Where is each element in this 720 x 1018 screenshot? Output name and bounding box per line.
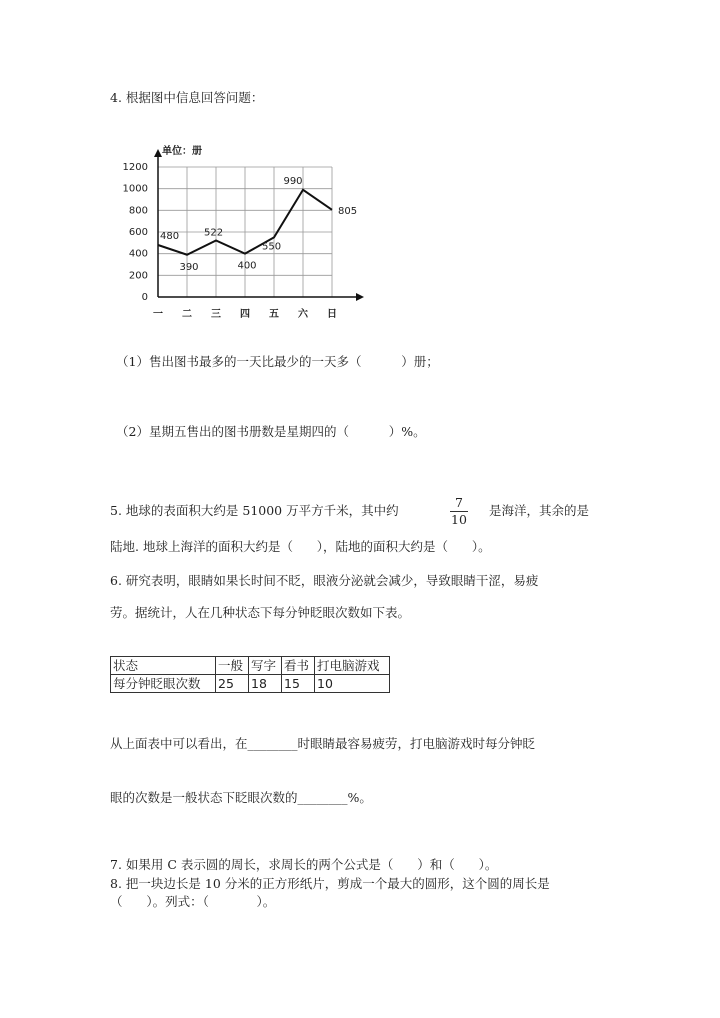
q4-title: 4. 根据图中信息回答问题：: [110, 90, 264, 105]
x-tick-label: 一: [153, 309, 163, 320]
q5-line1-a: 5. 地球的表面积大约是 51000 万平方千米，其中约: [110, 503, 399, 518]
q6-line1: 6. 研究表明，眼睛如果长时间不眨，眼液分泌就会减少，导致眼睛干涩，易疲: [110, 573, 539, 588]
y-axis-arrow: [154, 149, 162, 157]
q4-sub1: （1）售出图书最多的一天比最少的一天多（ ）册；: [116, 354, 439, 369]
y-tick-label: 0: [141, 292, 148, 303]
data-label: 400: [237, 260, 257, 272]
chart-axes: [154, 149, 364, 301]
table-cell: 写字: [249, 657, 282, 675]
table-cell: 状态: [111, 657, 216, 675]
q6-after2: 眼的次数是一般状态下眨眼次数的________%。: [110, 790, 372, 805]
blink-rate-table: [110, 656, 390, 693]
q6-after1: 从上面表中可以看出，在________时眼睛最容易疲劳，打电脑游戏时每分钟眨: [110, 736, 536, 751]
table-header-row: [111, 657, 390, 675]
fraction-seven-tenths: [448, 496, 470, 527]
fraction-numerator: 7: [455, 495, 463, 510]
x-axis-arrow: [356, 293, 364, 301]
table-cell: 18: [249, 675, 282, 693]
q5-line1-b: 是海洋，其余的是: [489, 503, 590, 518]
chart-unit-label: 单位：册: [162, 146, 202, 157]
table-row: [111, 675, 390, 693]
table-cell: 一般: [216, 657, 249, 675]
chart-x-ticks: [153, 307, 337, 320]
table-cell: 10: [315, 675, 390, 693]
table-cell: 15: [282, 675, 315, 693]
data-label: 805: [338, 205, 358, 217]
x-tick-label: 三: [211, 309, 221, 320]
q8-line2: （ ）。列式：（ ）。: [110, 894, 276, 909]
q6-line2: 劳。据统计，人在几种状态下每分钟眨眼次数如下表。: [110, 605, 411, 620]
data-label: 480: [160, 231, 180, 242]
chart-data-labels: [160, 176, 357, 273]
fraction-denominator: 10: [451, 512, 467, 527]
x-tick-label: 五: [269, 309, 279, 320]
x-tick-label: 六: [298, 309, 308, 320]
y-tick-label: 800: [128, 205, 148, 217]
q4-sub2: （2）星期五售出的图书册数是星期四的（ ）%。: [116, 424, 426, 439]
table-cell: 打电脑游戏: [315, 657, 390, 675]
y-tick-label: 600: [128, 227, 148, 238]
chart-y-ticks: [123, 162, 148, 303]
x-tick-label: 二: [182, 309, 192, 320]
chart-grid: [158, 167, 332, 297]
y-tick-label: 1200: [122, 162, 148, 173]
q7-line: 7. 如果用 C 表示圆的周长，求周长的两个公式是（ ）和（ ）。: [110, 857, 498, 872]
q5-line2: 陆地. 地球上海洋的面积大约是（ ），陆地的面积大约是（ ）。: [110, 539, 491, 554]
book-sales-line-chart: [120, 140, 380, 330]
table-cell: 每分钟眨眼次数: [111, 675, 216, 693]
x-tick-label: 日: [327, 309, 337, 320]
data-label: 522: [204, 227, 224, 239]
y-tick-label: 1000: [122, 183, 148, 195]
data-label: 390: [179, 261, 199, 273]
q8-line1: 8. 把一块边长是 10 分米的正方形纸片，剪成一个最大的圆形，这个圆的周长是: [110, 876, 550, 891]
data-label: 990: [283, 175, 303, 187]
x-tick-label: 四: [240, 309, 250, 320]
y-tick-label: 400: [128, 248, 148, 260]
table-cell: 看书: [282, 657, 315, 675]
table-cell: 25: [216, 675, 249, 693]
y-tick-label: 200: [128, 270, 148, 282]
data-label: 550: [262, 241, 282, 253]
